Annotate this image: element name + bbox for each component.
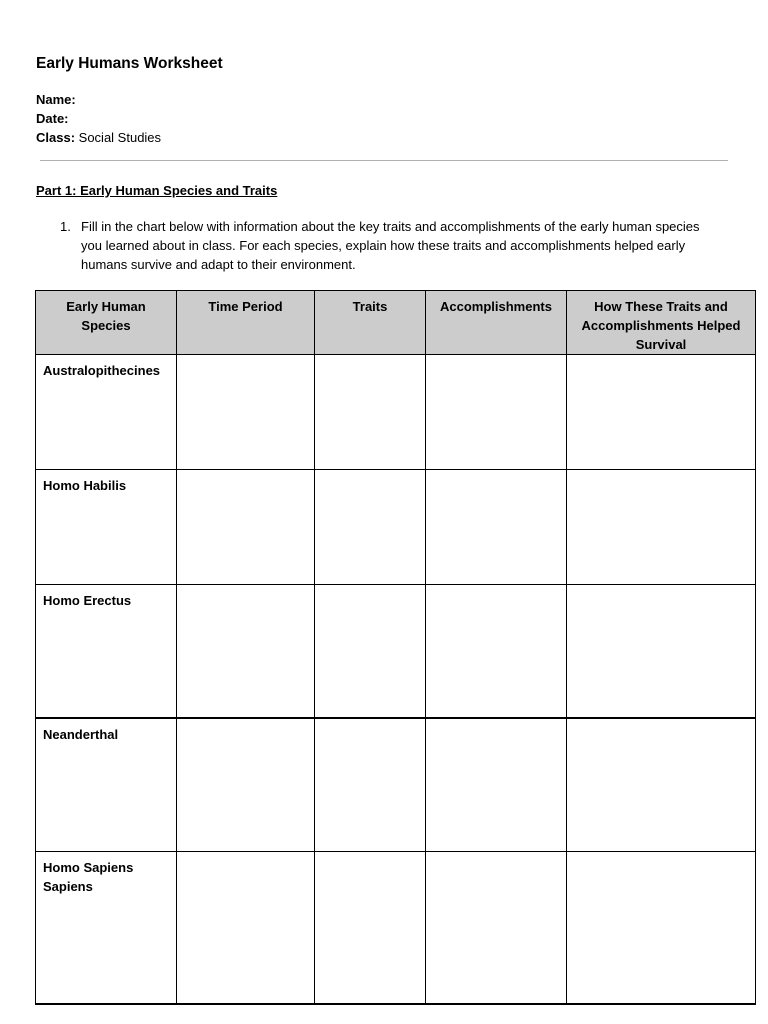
name-field[interactable] xyxy=(36,92,76,108)
date-field[interactable] xyxy=(36,111,69,127)
instruction-text: Fill in the chart below with information about the key traits and accomplishments of the early human species you learned about in class. For each species, explain how these traits and accomplishments helped early humans survive and adapt to their environment. xyxy=(81,219,700,272)
table-header-row xyxy=(36,291,756,355)
date-label: Date: xyxy=(36,111,69,126)
time-period-cell[interactable] xyxy=(177,470,315,585)
instruction-item xyxy=(60,217,720,274)
table-row xyxy=(36,718,756,852)
survival-cell[interactable] xyxy=(567,852,756,1005)
table-row xyxy=(36,585,756,719)
page-title: Early Humans Worksheet xyxy=(36,55,223,72)
time-period-cell[interactable] xyxy=(177,355,315,470)
table-row xyxy=(36,355,756,470)
species-cell: Neanderthal xyxy=(36,718,177,852)
time-period-cell[interactable] xyxy=(177,718,315,852)
accomplishments-cell[interactable] xyxy=(426,852,567,1005)
part1-heading: Part 1: Early Human Species and Traits xyxy=(36,183,278,198)
time-period-cell[interactable] xyxy=(177,852,315,1005)
header-species: Early Human Species xyxy=(36,291,177,355)
header-accomplishments: Accomplishments xyxy=(426,291,567,355)
traits-cell[interactable] xyxy=(315,718,426,852)
survival-cell[interactable] xyxy=(567,470,756,585)
species-cell: Homo Habilis xyxy=(36,470,177,585)
header-survival: How These Traits and Accomplishments Helped Survival xyxy=(567,291,756,355)
accomplishments-cell[interactable] xyxy=(426,585,567,719)
survival-cell[interactable] xyxy=(567,718,756,852)
survival-cell[interactable] xyxy=(567,355,756,470)
accomplishments-cell[interactable] xyxy=(426,470,567,585)
class-field xyxy=(36,130,161,146)
species-chart xyxy=(35,290,756,1005)
table-row xyxy=(36,852,756,1005)
traits-cell[interactable] xyxy=(315,355,426,470)
accomplishments-cell[interactable] xyxy=(426,355,567,470)
species-cell: Australopithecines xyxy=(36,355,177,470)
accomplishments-cell[interactable] xyxy=(426,718,567,852)
species-cell: Homo Erectus xyxy=(36,585,177,719)
instruction-number: 1. xyxy=(60,219,71,234)
survival-cell[interactable] xyxy=(567,585,756,719)
time-period-cell[interactable] xyxy=(177,585,315,719)
traits-cell[interactable] xyxy=(315,852,426,1005)
species-cell: Homo Sapiens Sapiens xyxy=(36,852,177,1005)
class-value: Social Studies xyxy=(78,130,162,145)
header-time-period: Time Period xyxy=(177,291,315,355)
class-label: Class: xyxy=(36,130,76,145)
name-label: Name: xyxy=(36,92,76,107)
traits-cell[interactable] xyxy=(315,585,426,719)
horizontal-divider xyxy=(40,160,728,161)
header-traits: Traits xyxy=(315,291,426,355)
traits-cell[interactable] xyxy=(315,470,426,585)
table-row xyxy=(36,470,756,585)
